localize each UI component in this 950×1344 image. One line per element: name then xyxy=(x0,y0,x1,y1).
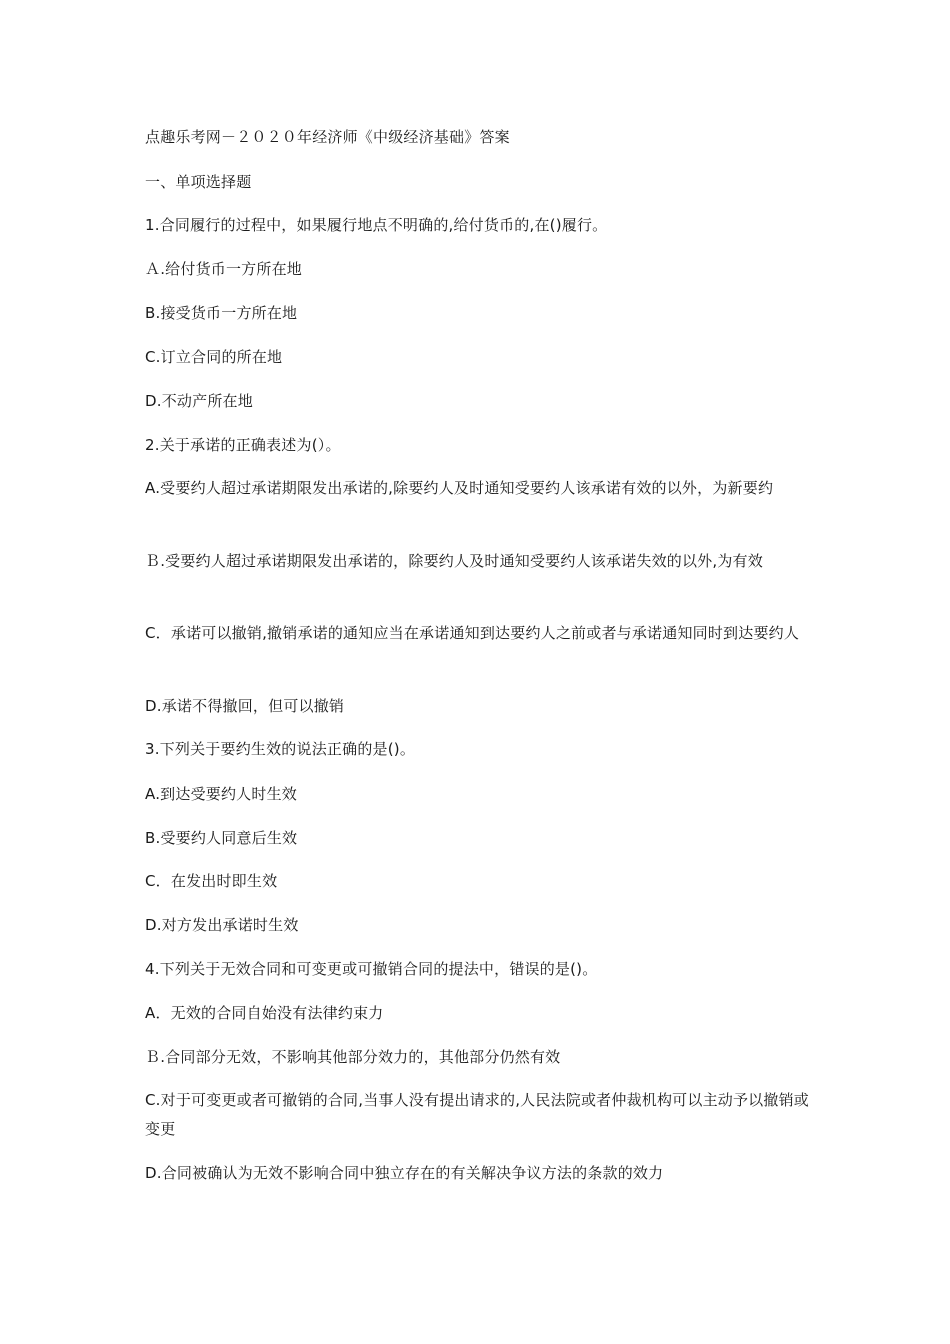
question-stem: 2.关于承诺的正确表述为(）。 xyxy=(145,436,341,454)
question-option: B.受要约人同意后生效 xyxy=(145,829,298,847)
question-option: D.不动产所在地 xyxy=(145,392,253,410)
question-option: C.对于可变更或者可撤销的合同,当事人没有提出请求的,人民法院或者仲裁机构可以主动予以撤销或变更 xyxy=(145,1091,809,1138)
document-title: 点趣乐考网－２０２０年经济师《中级经济基础》答案 xyxy=(145,128,510,146)
question-option: D.合同被确认为无效不影响合同中独立存在的有关解决争议方法的条款的效力 xyxy=(145,1164,664,1182)
question-option: A．无效的合同自始没有法律约束力 xyxy=(145,1004,384,1022)
question-option: C.订立合同的所在地 xyxy=(145,348,283,366)
question-option: Ａ.给付货币一方所在地 xyxy=(145,260,302,278)
question-option: B.接受货币一方所在地 xyxy=(145,304,298,322)
question-option: D.承诺不得撤回，但可以撤销 xyxy=(145,697,345,715)
question-stem: 4.下列关于无效合同和可变更或可撤销合同的提法中，错误的是()。 xyxy=(145,960,598,978)
question-option: A.受要约人超过承诺期限发出承诺的,除要约人及时通知受要约人该承诺有效的以外，为新要约 xyxy=(145,479,774,497)
section-heading: 一、单项选择题 xyxy=(145,173,252,191)
question-option: C．在发出时即生效 xyxy=(145,872,278,890)
question-option: C．承诺可以撤销,撤销承诺的通知应当在承诺通知到达要约人之前或者与承诺通知同时到达要约人 xyxy=(145,624,800,642)
question-option: A.到达受要约人时生效 xyxy=(145,785,297,803)
question-stem: 3.下列关于要约生效的说法正确的是()。 xyxy=(145,740,416,758)
question-stem: 1.合同履行的过程中，如果履行地点不明确的,给付货币的,在()履行。 xyxy=(145,216,608,234)
question-option: Ｂ.合同部分无效，不影响其他部分效力的，其他部分仍然有效 xyxy=(145,1048,561,1066)
question-option: Ｂ.受要约人超过承诺期限发出承诺的，除要约人及时通知受要约人该承诺失效的以外,为有效 xyxy=(145,552,763,570)
question-option: D.对方发出承诺时生效 xyxy=(145,916,299,934)
